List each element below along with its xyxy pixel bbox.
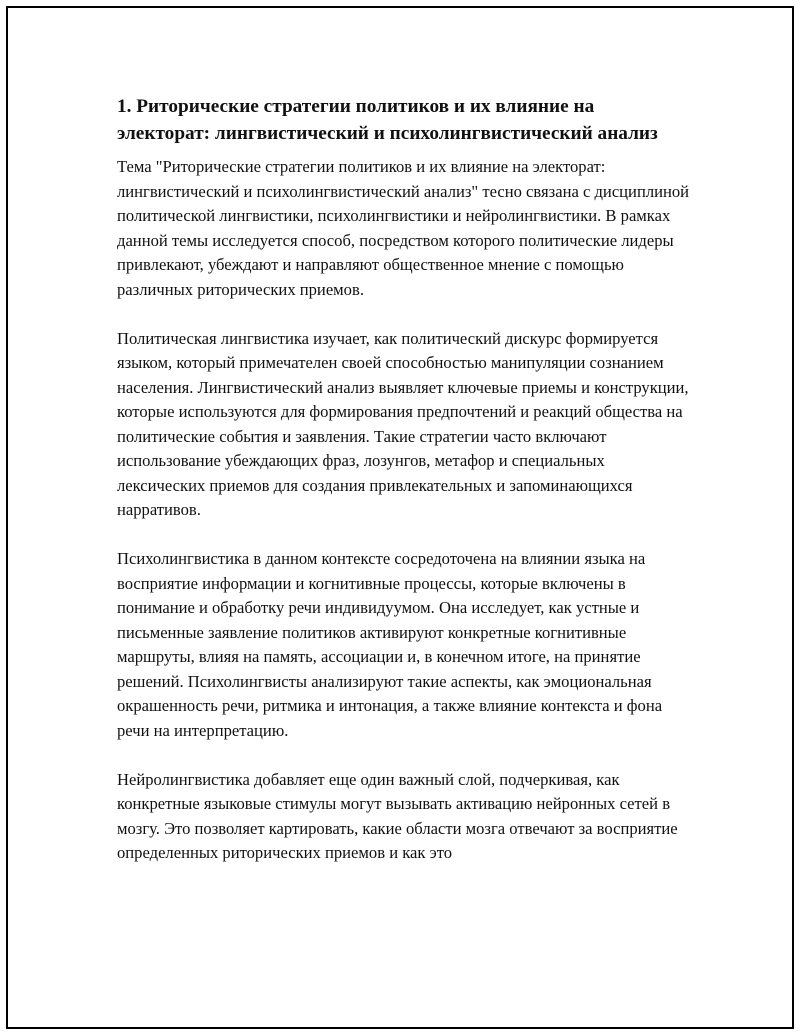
section-heading: 1. Риторические стратегии политиков и их влияние на электорат: лингвистический и психолингвистический анализ — [117, 96, 658, 144]
document-content — [117, 93, 692, 866]
paragraph-neurolinguistics: Нейролингвистика добавляет еще один важный слой, подчеркивая, как конкретные языковые стимулы могут вызывать активацию нейронных сетей в мозгу. Это позволяет картировать, какие области мозга отвечают за восприятие определенных риторических приемов и как это — [117, 769, 678, 862]
paragraph-topic-overview: Тема "Риторические стратегии политиков и их влияние на электорат: лингвистический и психолингвистический анализ" тесно связана с дисциплиной политической лингвистики, психолингвистики и нейролингвистики. В рамках данной темы исследуется способ, посредством которого политические лидеры привлекают, убеждают и направляют общественное мнение с помощью различных риторических приемов. — [117, 157, 690, 299]
paragraph-psycholinguistics: Психолингвистика в данном контексте сосредоточена на влиянии языка на восприятие информации и когнитивные процессы, которые включены в понимание и обработку речи индивидуумом. Она исследует, как устные и письменные заявление политиков активируют конкретные когнитивные маршруты, влияя на память, ассоциации и, в конечном итоге, на принятие решений. Психолингвисты анализируют такие аспекты, как эмоциональная окрашенность речи, ритмика и интонация, а также влияние контекста и фона речи на интерпретацию. — [117, 549, 663, 740]
paragraph-political-linguistics: Политическая лингвистика изучает, как политический дискурс формируется языком, который примечателен своей способностью манипуляции сознанием населения. Лингвистический анализ выявляет ключевые приемы и конструкции, которые используются для формирования предпочтений и реакций общества на политические события и заявления. Такие стратегии часто включают использование убеждающих фраз, лозунгов, метафор и специальных лексических приемов для создания привлекательных и запоминающихся нарративов. — [117, 328, 689, 519]
